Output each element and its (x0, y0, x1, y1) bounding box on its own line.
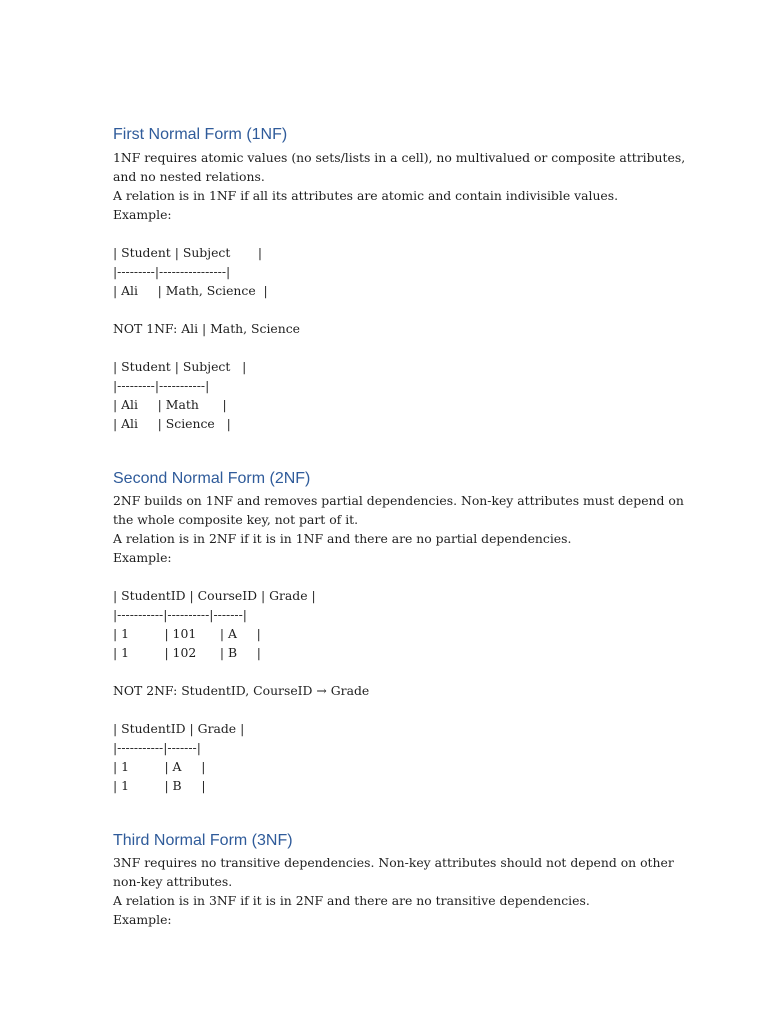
table-line: | 1 | 102 | B | (113, 645, 261, 660)
text-line: 3NF requires no transitive dependencies. Non-key attributes should not depend on other (113, 855, 674, 870)
heading-1nf: First Normal Form (1NF) (113, 126, 288, 143)
text-line: A relation is in 2NF if it is in 1NF and there are no partial dependencies. (113, 531, 572, 546)
table-line: | 1 | B | (113, 778, 206, 793)
text-line: 2NF builds on 1NF and removes partial dependencies. Non-key attributes must depend on (113, 493, 684, 508)
table-line: | Student | Subject | (113, 245, 263, 260)
table-line: |-----------|----------|-------| (113, 607, 247, 622)
table-line: | StudentID | Grade | (113, 721, 245, 736)
heading-2nf: Second Normal Form (2NF) (113, 470, 311, 487)
heading-3nf: Third Normal Form (3NF) (113, 832, 293, 849)
table-line: | 1 | 101 | A | (113, 626, 261, 641)
text-line: Example: (113, 550, 172, 565)
text-line: A relation is in 3NF if it is in 2NF and there are no transitive dependencies. (113, 893, 590, 908)
text-line: the whole composite key, not part of it. (113, 512, 359, 527)
text-line: and no nested relations. (113, 169, 265, 184)
table-line: | Ali | Math, Science | (113, 283, 268, 298)
table-line: | StudentID | CourseID | Grade | (113, 588, 316, 603)
text-line: NOT 2NF: StudentID, CourseID → Grade (113, 683, 370, 698)
text-line: Example: (113, 207, 172, 222)
table-line: | Ali | Math | (113, 397, 227, 412)
table-line: | Student | Subject | (113, 359, 247, 374)
text-line: non-key attributes. (113, 874, 233, 889)
text-line: A relation is in 1NF if all its attributes are atomic and contain indivisible values. (113, 188, 619, 203)
table-line: |-----------|-------| (113, 740, 201, 755)
text-line: Example: (113, 912, 172, 927)
table-line: |---------|-----------| (113, 378, 210, 393)
text-line: NOT 1NF: Ali | Math, Science (113, 321, 301, 336)
text-line: 1NF requires atomic values (no sets/lists in a cell), no multivalued or composite attributes, (113, 150, 686, 165)
table-line: | 1 | A | (113, 759, 206, 774)
table-line: |---------|----------------| (113, 264, 231, 279)
table-line: | Ali | Science | (113, 416, 231, 431)
